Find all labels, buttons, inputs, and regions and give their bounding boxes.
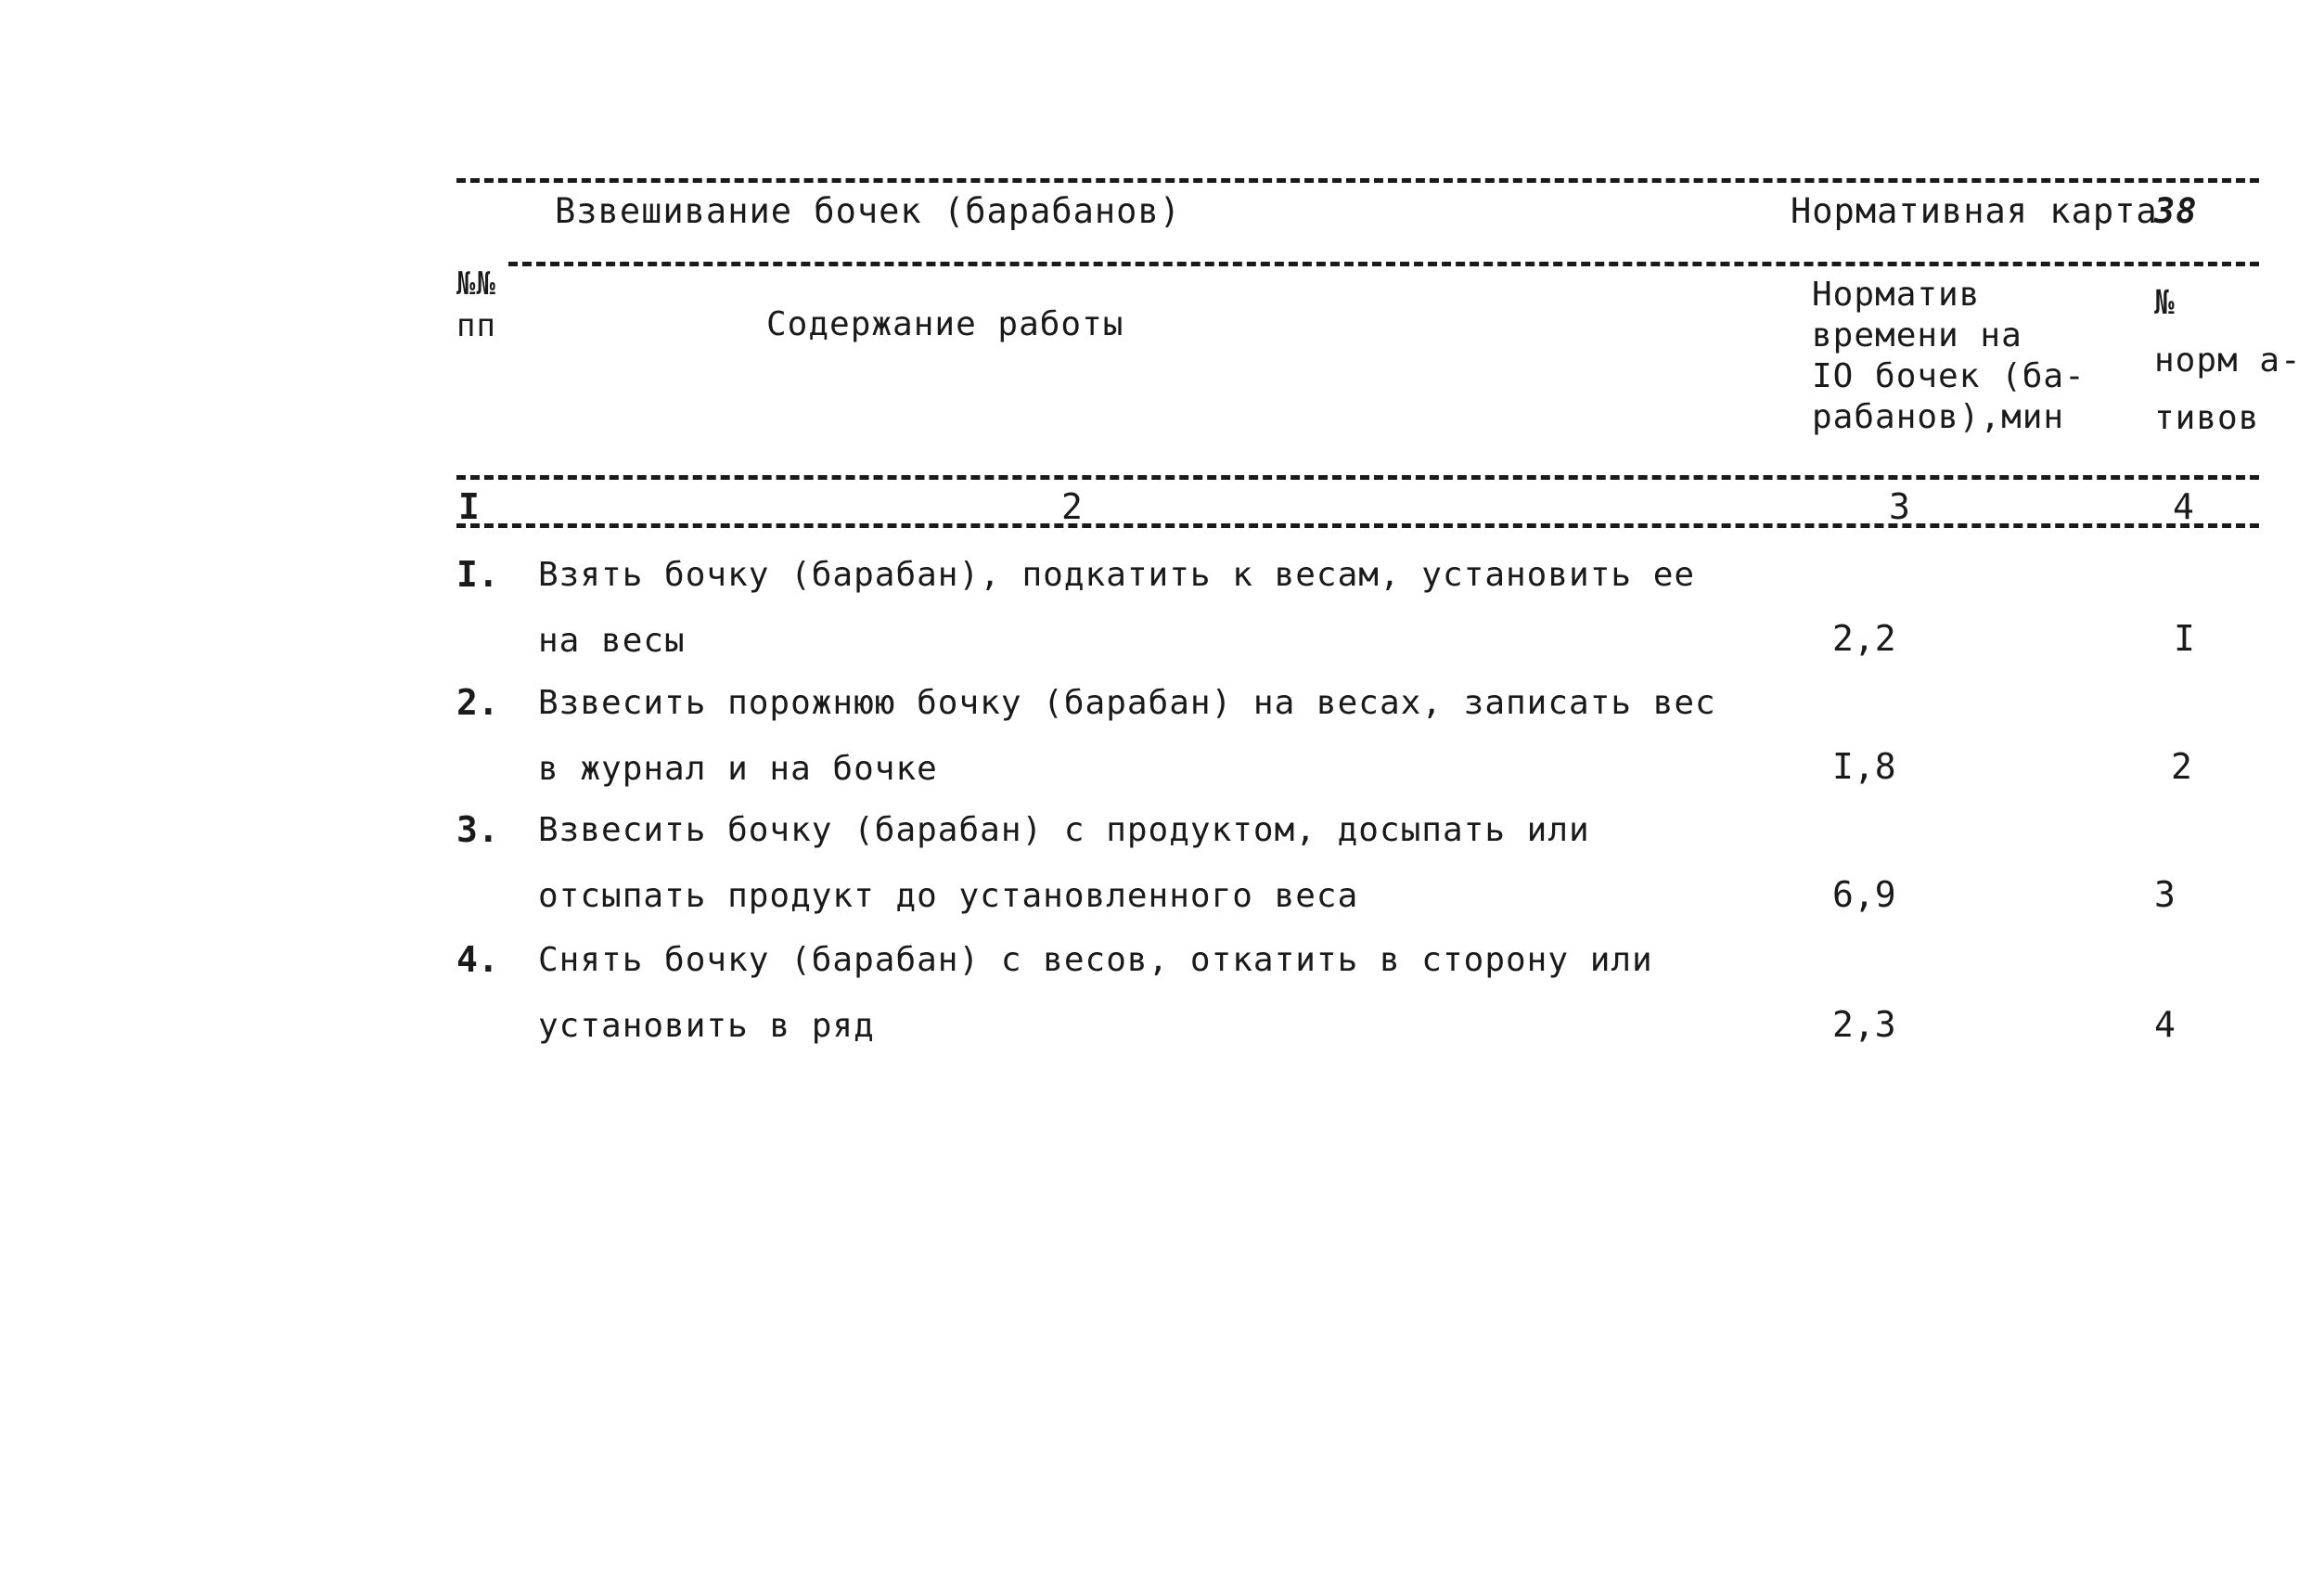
row-number: I. — [456, 554, 499, 595]
column-numbers-rule — [456, 523, 2259, 528]
row-number: 4. — [456, 939, 499, 980]
row-norm-number: I — [2174, 618, 2195, 659]
column-heading-content: Содержание работы — [766, 305, 1124, 343]
row-norm-number: 4 — [2154, 1004, 2176, 1045]
column-number-1: I — [458, 486, 481, 527]
row-norm: I,8 — [1832, 746, 1896, 787]
column-heading-norm-no: № норм а- тивов — [2154, 284, 2302, 437]
column-number-2: 2 — [1061, 486, 1084, 527]
document-title: Взвешивание бочек (барабанов) — [555, 191, 1182, 231]
row-norm-number: 3 — [2154, 874, 2176, 915]
row-text: Взять бочку (барабан), подкатить к весам, установить ее на весы — [538, 556, 1696, 660]
column-number-3: 3 — [1889, 486, 1911, 527]
row-number: 3. — [456, 809, 499, 850]
row-norm: 2,2 — [1832, 618, 1896, 659]
column-heading-num: №№ пп — [456, 265, 496, 344]
row-norm: 2,3 — [1832, 1004, 1896, 1045]
row-number: 2. — [456, 682, 499, 723]
column-number-4: 4 — [2173, 486, 2195, 527]
columns-rule — [456, 475, 2259, 480]
row-text: Снять бочку (барабан) с весов, откатить в сторону или установить в ряд — [538, 941, 1653, 1045]
column-heading-norm: Норматив времени на IO бочек (ба- рабанов),мин — [1812, 276, 2086, 436]
top-rule — [456, 178, 2259, 183]
card-label: Нормативная карта — [1791, 191, 2158, 231]
card-number: 38 — [2154, 191, 2198, 231]
row-norm-number: 2 — [2171, 746, 2192, 787]
row-norm: 6,9 — [1832, 874, 1896, 915]
row-text: Взвесить бочку (барабан) с продуктом, досыпать или отсыпать продукт до установленного веса — [538, 811, 1590, 915]
row-text: Взвесить порожнюю бочку (барабан) на весах, записать вес в журнал и на бочке — [538, 684, 1716, 788]
header-rule — [508, 262, 2259, 266]
